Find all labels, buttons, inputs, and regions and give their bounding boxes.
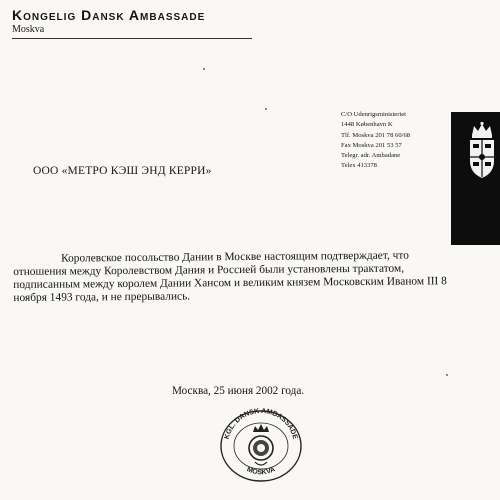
danish-coat-of-arms-icon: [464, 121, 500, 191]
body-line: ноября 1493 года, и не прерывались.: [13, 290, 191, 304]
contact-line: Telex 413378: [341, 162, 377, 170]
contact-line: Tlf. Moskva 201 78 60/68: [341, 131, 411, 139]
contact-line: Telegr. adr. Ambadane: [341, 152, 401, 160]
paper-speck: [203, 68, 205, 70]
body-line: отношения между Королевством Дания и Россией были установлены трактатом,: [13, 262, 405, 278]
contact-line: C/O Udenrigsministeriet: [341, 111, 407, 118]
contact-line: Fax Moskva 201 53 57: [341, 141, 402, 149]
paper-speck: [446, 374, 448, 376]
date-place-line: Москва, 25 июня 2002 года.: [172, 385, 305, 397]
body-line: подписанным между королем Дании Хансом и великим князем Московским Иваном III 8: [13, 275, 447, 291]
seal-top-text-path: KGL. DANSK AMBASSADE: [223, 407, 299, 441]
contact-line: 1448 København K: [341, 121, 393, 129]
letterhead-rule: [12, 38, 252, 39]
embassy-city: Moskva: [12, 24, 45, 35]
seal-bottom-text: [246, 466, 277, 476]
embassy-stamp-seal-icon: [216, 402, 306, 482]
letter-body: [13, 249, 473, 305]
seal-bottom-text-path: MOSKVA: [245, 466, 277, 477]
embassy-name: Kongelig Dansk Ambassade: [12, 7, 206, 23]
contact-block: [341, 110, 410, 172]
recipient-name: ООО «МЕТРО КЭШ ЭНД КЕРРИ»: [33, 165, 212, 177]
body-line: Королевское посольство Дании в Москве настоящим подтверждает, что: [60, 249, 409, 265]
letterhead: [12, 7, 205, 35]
paper-speck: [265, 108, 267, 110]
